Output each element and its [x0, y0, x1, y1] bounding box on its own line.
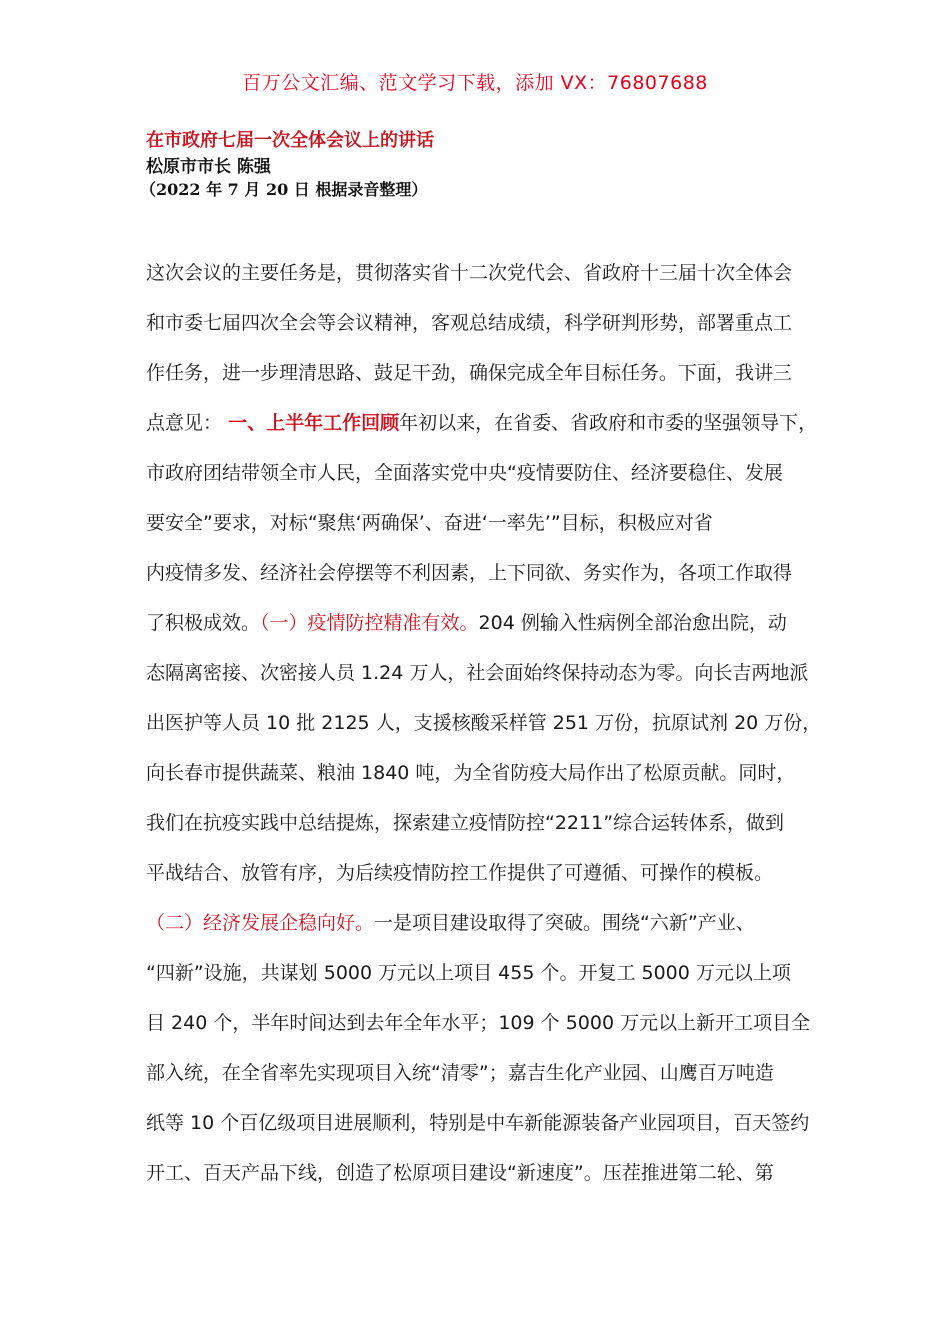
speech-title: 在市政府七届一次全体会议上的讲话 — [146, 130, 434, 151]
body-line: 目 240 个，半年时间达到去年全年水平；109 个 5000 万元以上新开工项目全 — [146, 1012, 811, 1034]
body-text: 了积极成效。 — [146, 612, 261, 634]
body-line: 要安全”要求，对标“聚焦‘两确保’、奋进‘一率先’”目标，积极应对省 — [146, 512, 713, 534]
promo-banner: 百万公文汇编、范文学习下载，添加 VX：76807688 — [242, 72, 708, 94]
body-text: 点意见： — [146, 412, 223, 434]
body-line: 内疫情多发、经济社会停摆等不利因素，上下同欲、务实作为，各项工作取得 — [146, 562, 793, 584]
body-line: 向长春市提供蔬菜、粮油 1840 吨，为全省防疫大局作出了松原贡献。同时， — [146, 762, 796, 784]
body-line: 和市委七届四次全会等会议精神，客观总结成绩，科学研判形势，部署重点工 — [146, 312, 793, 334]
body-line: 态隔离密接、次密接人员 1.24 万人，社会面始终保持动态为零。向长吉两地派 — [146, 662, 809, 684]
body-text: 204 例输入性病例全部治愈出院，动 — [478, 612, 787, 634]
body-text: 一是项目建设取得了突破。围绕“六新”产业、 — [374, 912, 755, 934]
body-line — [146, 610, 826, 636]
body-line: 出医护等人员 10 批 2125 人，支援核酸采样管 251 万份，抗原试剂 20 万份， — [146, 712, 822, 734]
body-line — [146, 910, 826, 936]
subsection-heading-2: （二）经济发展企稳向好。 — [146, 912, 375, 934]
speaker-byline: 松原市市长 陈强 — [146, 157, 271, 177]
speech-date: （2022 年 7 月 20 日 根据录音整理） — [140, 180, 428, 199]
body-line: 我们在抗疫实践中总结提炼，探索建立疫情防控“2211”综合运转体系，做到 — [146, 812, 785, 834]
body-line: 纸等 10 个百亿级项目进展顺利，特别是中车新能源装备产业园项目，百天签约 — [146, 1112, 810, 1134]
body-line — [146, 410, 826, 436]
body-line: 作任务，进一步理清思路、鼓足干劲，确保完成全年目标任务。下面，我讲三 — [146, 362, 793, 384]
body-line: 开工、百天产品下线，创造了松原项目建设“新速度”。压茬推进第二轮、第 — [146, 1162, 774, 1184]
body-line: 市政府团结带领全市人民，全面落实党中央“疫情要防住、经济要稳住、发展 — [146, 462, 783, 484]
body-line: 平战结合、放管有序，为后续疫情防控工作提供了可遵循、可操作的模板。 — [146, 862, 774, 884]
body-line: 这次会议的主要任务是，贯彻落实省十二次党代会、省政府十三届十次全体会 — [146, 262, 793, 284]
body-line: “四新”设施，共谋划 5000 万元以上项目 455 个。开复工 5000 万元以上项 — [146, 962, 791, 984]
body-text: 年初以来，在省委、省政府和市委的坚强领导下， — [399, 412, 818, 434]
body-line: 部入统，在全省率先实现项目入统“清零”；嘉吉生化产业园、山鹰百万吨造 — [146, 1062, 774, 1084]
section-heading-1: 一、上半年工作回顾 — [228, 412, 400, 434]
subsection-heading-1: （一）疫情防控精准有效。 — [260, 612, 479, 634]
